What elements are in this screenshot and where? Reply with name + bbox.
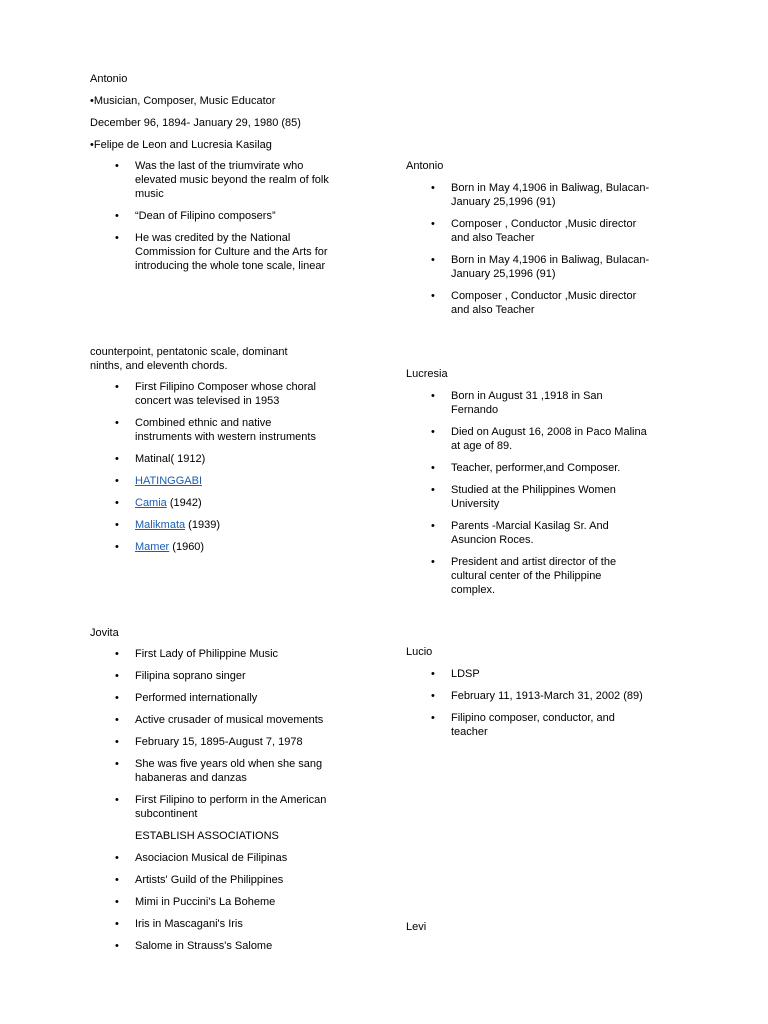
list-item: • February 11, 1913-March 31, 2002 (89) (431, 690, 643, 702)
bullet-icon: • (115, 381, 119, 393)
list-item: • Iris in Mascagani's Iris (115, 918, 243, 930)
list-item: • Active crusader of musical movements (115, 714, 324, 726)
list-item: • She was five years old when she sang habaneras and danzas (115, 758, 323, 784)
list-item: • Filipino composer, conductor, and teacher (431, 712, 615, 738)
bullet-icon: • (115, 918, 119, 930)
list-item-work (90, 474, 380, 488)
antonio-roles: •Musician, Composer, Music Educator (90, 95, 276, 107)
list-item: • Filipina soprano singer (115, 670, 246, 682)
continued-paragraph-line2: ninths, and eleventh chords. (90, 360, 228, 372)
list-item-work: • Mamer (1960) (115, 541, 205, 553)
work-link-malikmata[interactable]: Malikmata (135, 519, 186, 531)
list-item: • Studied at the Philippines Women University (431, 484, 616, 510)
lucio-heading: Lucio (406, 646, 433, 658)
list-item: • Performed internationally (115, 692, 258, 704)
bullet-icon: • (431, 254, 435, 266)
antonio-right-list (406, 181, 696, 317)
list-item: • Salome in Strauss's Salome (115, 940, 273, 952)
bullet-icon: • (115, 541, 119, 553)
bullet-icon: • (115, 714, 119, 726)
list-item: • Teacher, performer,and Composer. (431, 462, 621, 474)
list-item: • Parents -Marcial Kasilag Sr. And Asuncion Roces. (431, 520, 609, 546)
list-item: • Born in August 31 ,1918 in San Fernando (431, 390, 603, 416)
list-item-work: • Malikmata (1939) (115, 519, 220, 531)
bullet-icon: • (115, 497, 119, 509)
bullet-icon: • (431, 290, 435, 302)
jovita-bullet-list (90, 647, 380, 953)
list-item: • He was credited by the National Commission for Culture and the Arts for introducing the whole tone scale, linear (115, 232, 328, 272)
bullet-icon: • (115, 670, 119, 682)
bullet-icon: • (431, 182, 435, 194)
bullet-icon: • (115, 453, 119, 465)
bullet-icon: • (431, 690, 435, 702)
antonio-dates: December 96, 1894- January 29, 1980 (85) (90, 117, 301, 129)
bullet-icon: • (115, 758, 119, 770)
lucresia-heading: Lucresia (406, 368, 448, 380)
bullet-icon: • (115, 519, 119, 531)
lucresia-list (406, 389, 696, 597)
antonio-right-heading: Antonio (406, 160, 444, 172)
list-item: • First Filipino Composer whose choral concert was televised in 1953 (115, 381, 316, 407)
list-item: • President and artist director of the cultural center of the Philippine complex. (431, 556, 617, 596)
bullet-icon: • (115, 417, 119, 429)
bullet-icon: • (431, 556, 435, 568)
list-item: • February 15, 1895-August 7, 1978 (115, 736, 303, 748)
list-item: • Composer , Conductor ,Music director and also Teacher (431, 218, 637, 244)
list-item: • Mimi in Puccini's La Boheme (115, 896, 276, 908)
bullet-icon: • (115, 736, 119, 748)
antonio-heading: Antonio (90, 73, 128, 85)
list-item: • Died on August 16, 2008 in Paco Malina at age of 89. (431, 426, 647, 452)
list-item: • Combined ethnic and native instruments with western instruments (115, 417, 316, 443)
bullet-icon: • (115, 794, 119, 806)
antonio-related: •Felipe de Leon and Lucresia Kasilag (90, 139, 272, 151)
bullet-icon: • (431, 218, 435, 230)
list-item: • Asociacion Musical de Filipinas (115, 852, 288, 864)
list-item: • LDSP (431, 668, 480, 680)
list-item: • Matinal( 1912) (115, 453, 206, 465)
antonio-bullet-list (90, 159, 380, 273)
bullet-icon: • (115, 896, 119, 908)
work-link-hatinggabi[interactable]: HATINGGABI (135, 475, 203, 487)
levi-heading: Levi (406, 921, 427, 933)
list-item: • Born in May 4,1906 in Baliwag, Bulacan- January 25,1996 (91) (431, 182, 650, 208)
work-link-mamer[interactable]: Mamer (135, 541, 170, 553)
bullet-icon: • (115, 210, 119, 222)
lucio-list (406, 667, 696, 739)
bullet-icon: • (115, 692, 119, 704)
list-item-work: • Camia (1942) (115, 497, 202, 509)
bullet-icon: • (115, 475, 119, 487)
continued-paragraph-line1: counterpoint, pentatonic scale, dominant (90, 346, 288, 358)
bullet-icon: • (115, 940, 119, 952)
bullet-icon: • (431, 462, 435, 474)
bullet-icon: • (431, 668, 435, 680)
list-item: • Born in May 4,1906 in Baliwag, Bulacan- January 25,1996 (91) (431, 254, 650, 280)
list-item: • First Filipino to perform in the American subcontinent (115, 794, 327, 820)
bullet-icon: • (115, 874, 119, 886)
bullet-icon: • (431, 520, 435, 532)
bullet-icon: • (115, 160, 119, 172)
bullet-icon: • (115, 852, 119, 864)
list-item: • “Dean of Filipino composers” (115, 210, 276, 222)
bullet-icon: • (431, 484, 435, 496)
bullet-icon: • (431, 390, 435, 402)
work-link-camia[interactable]: Camia (135, 497, 167, 509)
list-item: • First Lady of Philippine Music (115, 648, 279, 660)
jovita-heading: Jovita (90, 627, 119, 639)
bullet-icon: • (115, 232, 119, 244)
bullet-icon: • (431, 712, 435, 724)
bullet-icon: • (115, 648, 119, 660)
list-item: • Was the last of the triumvirate who elevated music beyond the realm of folk music (115, 160, 329, 200)
associations-subheading: ESTABLISH ASSOCIATIONS (135, 830, 279, 842)
list-item: • Composer , Conductor ,Music director and also Teacher (431, 290, 637, 316)
antonio-works-list (90, 380, 380, 554)
list-item: • Artists' Guild of the Philippines (115, 874, 284, 886)
bullet-icon: • (431, 426, 435, 438)
